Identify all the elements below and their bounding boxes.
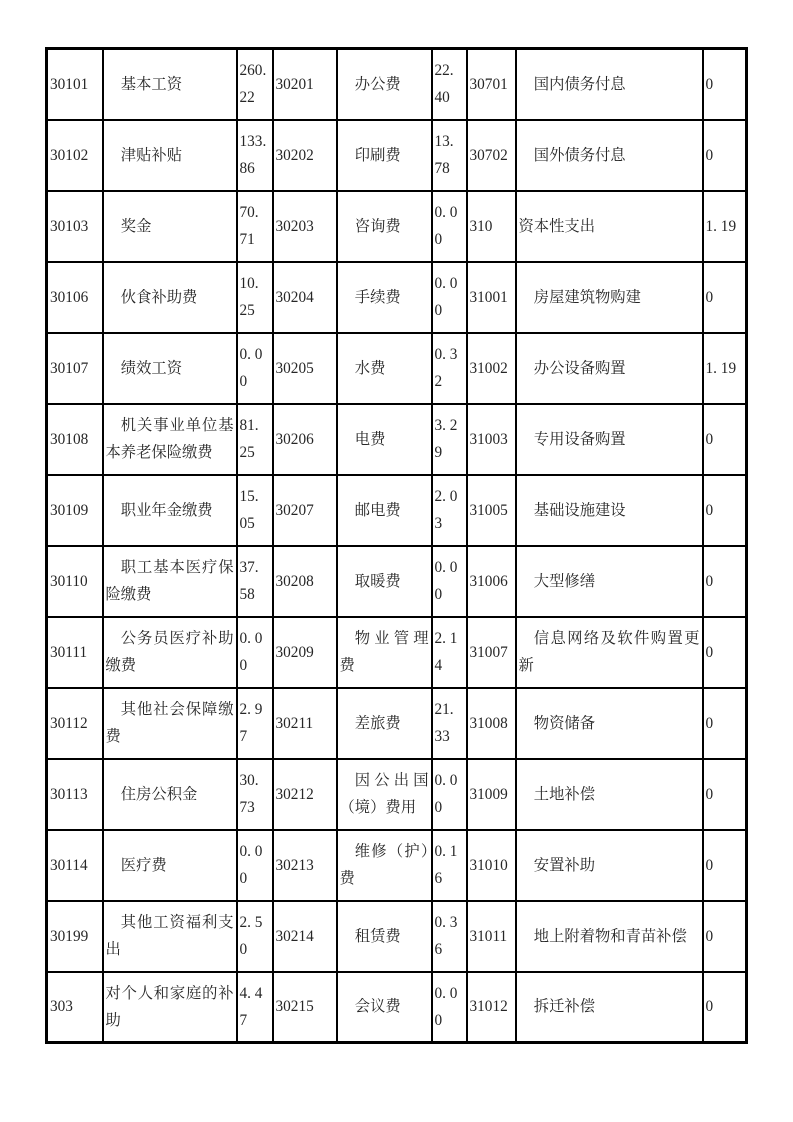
item-name-cell: 机关事业单位基本养老保险缴费	[103, 404, 237, 475]
amount-cell: 0. 16	[432, 830, 467, 901]
item-name-cell: 基本工资	[103, 49, 237, 120]
item-name-cell: 土地补偿	[516, 759, 703, 830]
code-cell: 30108	[47, 404, 103, 475]
code-cell: 30103	[47, 191, 103, 262]
code-cell: 30201	[273, 49, 337, 120]
code-cell: 30701	[467, 49, 516, 120]
amount-cell: 0	[703, 972, 747, 1043]
code-cell: 30213	[273, 830, 337, 901]
item-name-cell: 邮电费	[337, 475, 432, 546]
amount-cell: 10. 25	[237, 262, 273, 333]
code-cell: 31006	[467, 546, 516, 617]
item-name-cell: 国内债务付息	[516, 49, 703, 120]
code-cell: 30199	[47, 901, 103, 972]
item-name-cell: 印刷费	[337, 120, 432, 191]
amount-cell: 21. 33	[432, 688, 467, 759]
table-row	[47, 49, 747, 120]
table-row	[47, 617, 747, 688]
table-row	[47, 120, 747, 191]
table-row	[47, 475, 747, 546]
amount-cell: 0	[703, 546, 747, 617]
item-name-cell: 租赁费	[337, 901, 432, 972]
code-cell: 30107	[47, 333, 103, 404]
amount-cell: 70. 71	[237, 191, 273, 262]
budget-table-body	[47, 49, 747, 1043]
amount-cell: 0	[703, 688, 747, 759]
item-name-cell: 手续费	[337, 262, 432, 333]
code-cell: 31005	[467, 475, 516, 546]
table-row	[47, 972, 747, 1043]
amount-cell: 0. 00	[237, 830, 273, 901]
item-name-cell: 奖金	[103, 191, 237, 262]
amount-cell: 2. 50	[237, 901, 273, 972]
code-cell: 30112	[47, 688, 103, 759]
amount-cell: 133. 86	[237, 120, 273, 191]
code-cell: 31007	[467, 617, 516, 688]
amount-cell: 30. 73	[237, 759, 273, 830]
amount-cell: 0	[703, 262, 747, 333]
code-cell: 31002	[467, 333, 516, 404]
amount-cell: 0. 32	[432, 333, 467, 404]
item-name-cell: 绩效工资	[103, 333, 237, 404]
table-row	[47, 901, 747, 972]
amount-cell: 0. 00	[432, 546, 467, 617]
amount-cell: 0	[703, 404, 747, 475]
code-cell: 30702	[467, 120, 516, 191]
item-name-cell: 会议费	[337, 972, 432, 1043]
budget-table	[45, 47, 748, 1044]
code-cell: 30109	[47, 475, 103, 546]
amount-cell: 0. 36	[432, 901, 467, 972]
item-name-cell: 医疗费	[103, 830, 237, 901]
amount-cell: 2. 14	[432, 617, 467, 688]
item-name-cell: 职业年金缴费	[103, 475, 237, 546]
table-row	[47, 688, 747, 759]
amount-cell: 1. 19	[703, 191, 747, 262]
amount-cell: 3. 29	[432, 404, 467, 475]
code-cell: 30212	[273, 759, 337, 830]
amount-cell: 4. 47	[237, 972, 273, 1043]
code-cell: 30202	[273, 120, 337, 191]
table-row	[47, 404, 747, 475]
item-name-cell: 公务员医疗补助缴费	[103, 617, 237, 688]
amount-cell: 2. 97	[237, 688, 273, 759]
amount-cell: 0	[703, 759, 747, 830]
item-name-cell: 房屋建筑物购建	[516, 262, 703, 333]
item-name-cell: 水费	[337, 333, 432, 404]
amount-cell: 0. 00	[432, 191, 467, 262]
code-cell: 31012	[467, 972, 516, 1043]
code-cell: 30102	[47, 120, 103, 191]
item-name-cell: 信息网络及软件购置更新	[516, 617, 703, 688]
amount-cell: 15. 05	[237, 475, 273, 546]
code-cell: 31011	[467, 901, 516, 972]
amount-cell: 0. 00	[432, 972, 467, 1043]
table-row	[47, 546, 747, 617]
item-name-cell: 物资储备	[516, 688, 703, 759]
item-name-cell: 职工基本医疗保险缴费	[103, 546, 237, 617]
table-row	[47, 759, 747, 830]
code-cell: 30106	[47, 262, 103, 333]
code-cell: 30110	[47, 546, 103, 617]
amount-cell: 0	[703, 830, 747, 901]
item-name-cell: 基础设施建设	[516, 475, 703, 546]
code-cell: 31001	[467, 262, 516, 333]
amount-cell: 2. 03	[432, 475, 467, 546]
item-name-cell: 对个人和家庭的补助	[103, 972, 237, 1043]
item-name-cell: 办公设备购置	[516, 333, 703, 404]
amount-cell: 81. 25	[237, 404, 273, 475]
table-row	[47, 830, 747, 901]
code-cell: 30214	[273, 901, 337, 972]
amount-cell: 0	[703, 901, 747, 972]
code-cell: 30206	[273, 404, 337, 475]
item-name-cell: 其他工资福利支出	[103, 901, 237, 972]
amount-cell: 0. 00	[237, 617, 273, 688]
code-cell: 310	[467, 191, 516, 262]
code-cell: 30101	[47, 49, 103, 120]
table-row	[47, 262, 747, 333]
item-name-cell: 专用设备购置	[516, 404, 703, 475]
code-cell: 30204	[273, 262, 337, 333]
item-name-cell: 物业管理费	[337, 617, 432, 688]
item-name-cell: 津贴补贴	[103, 120, 237, 191]
amount-cell: 0	[703, 475, 747, 546]
table-row	[47, 333, 747, 404]
amount-cell: 0. 00	[432, 262, 467, 333]
amount-cell: 0	[703, 120, 747, 191]
code-cell: 30211	[273, 688, 337, 759]
amount-cell: 22. 40	[432, 49, 467, 120]
amount-cell: 0. 00	[432, 759, 467, 830]
code-cell: 30113	[47, 759, 103, 830]
item-name-cell: 地上附着物和青苗补偿	[516, 901, 703, 972]
table-row	[47, 191, 747, 262]
code-cell: 31010	[467, 830, 516, 901]
item-name-cell: 安置补助	[516, 830, 703, 901]
code-cell: 30209	[273, 617, 337, 688]
item-name-cell: 资本性支出	[516, 191, 703, 262]
amount-cell: 260. 22	[237, 49, 273, 120]
item-name-cell: 因公出国（境）费用	[337, 759, 432, 830]
item-name-cell: 办公费	[337, 49, 432, 120]
code-cell: 30114	[47, 830, 103, 901]
code-cell: 31008	[467, 688, 516, 759]
item-name-cell: 维修（护）费	[337, 830, 432, 901]
code-cell: 30205	[273, 333, 337, 404]
item-name-cell: 其他社会保障缴费	[103, 688, 237, 759]
amount-cell: 0. 00	[237, 333, 273, 404]
code-cell: 31003	[467, 404, 516, 475]
code-cell: 30203	[273, 191, 337, 262]
item-name-cell: 国外债务付息	[516, 120, 703, 191]
item-name-cell: 伙食补助费	[103, 262, 237, 333]
amount-cell: 13. 78	[432, 120, 467, 191]
amount-cell: 37. 58	[237, 546, 273, 617]
code-cell: 31009	[467, 759, 516, 830]
amount-cell: 1. 19	[703, 333, 747, 404]
item-name-cell: 取暖费	[337, 546, 432, 617]
item-name-cell: 拆迁补偿	[516, 972, 703, 1043]
code-cell: 30111	[47, 617, 103, 688]
code-cell: 30215	[273, 972, 337, 1043]
item-name-cell: 电费	[337, 404, 432, 475]
code-cell: 30208	[273, 546, 337, 617]
item-name-cell: 咨询费	[337, 191, 432, 262]
code-cell: 303	[47, 972, 103, 1043]
amount-cell: 0	[703, 617, 747, 688]
item-name-cell: 差旅费	[337, 688, 432, 759]
item-name-cell: 住房公积金	[103, 759, 237, 830]
amount-cell: 0	[703, 49, 747, 120]
code-cell: 30207	[273, 475, 337, 546]
item-name-cell: 大型修缮	[516, 546, 703, 617]
